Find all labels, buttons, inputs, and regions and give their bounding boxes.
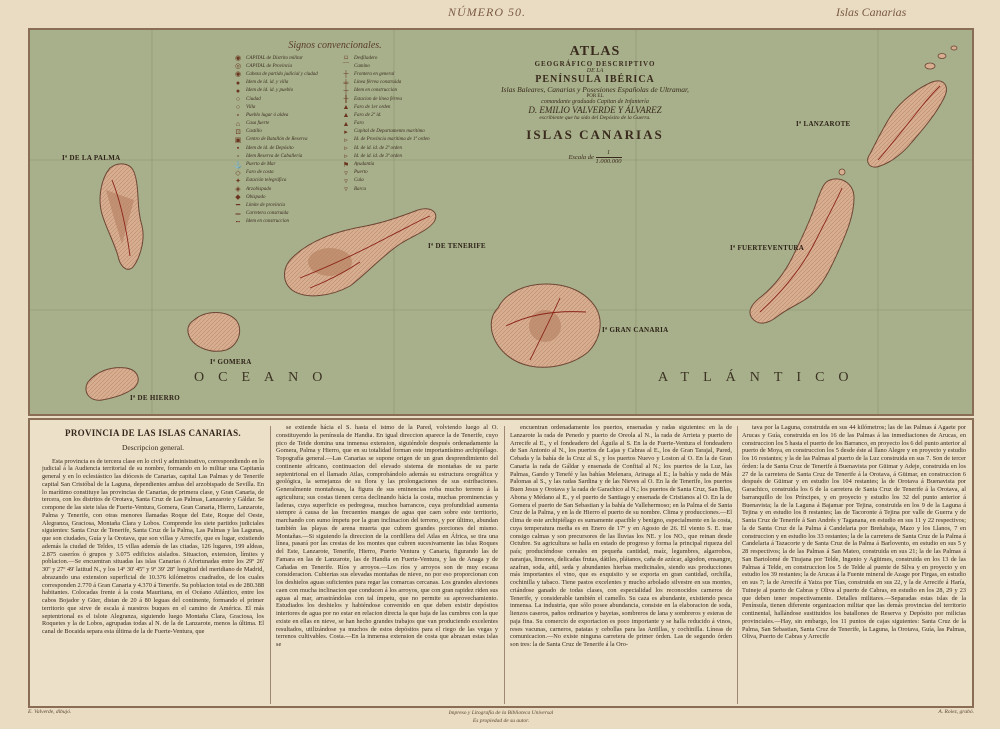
section-subtitle: Descripcion general. [121,442,185,452]
scale-fraction [596,149,622,166]
legend-row: ○ Ciudad [235,95,261,104]
legend-row: ▹ Id. de id. id. de 3ª orden [344,152,402,161]
section-title: PROVINCIA DE LAS ISLAS CANARIAS. [65,428,241,438]
footer-printer [28,709,974,725]
scale-numerator: 1 [606,149,611,156]
legend-row: ▸ Capital de Departamento marítimo [344,127,425,136]
islet-lobos [839,169,845,175]
legend-row: ▲ Faro [342,119,364,128]
column-divider [270,426,271,704]
description-panel [28,418,974,708]
legend-row: ◎ CAPITAL de Provincia [234,62,293,71]
legend-row: ● Idem de id. id. y pueblo [235,86,294,95]
island-gomera [188,313,240,352]
atlas-de-la: DE LA [586,68,604,74]
atlas-subtitle: GEOGRÁFICO DESCRIPTIVO [534,60,656,68]
label-la-palma: Iª DE LA PALMA [62,154,121,162]
footer [28,709,974,727]
legend-row: ▣ Centro de Batallón de Reserva [234,135,308,144]
legend-row: ▿ Cala [344,176,364,185]
legend-row: ▿ Barca [344,185,367,194]
legend-row: ╪ Línea férrea construida [343,78,402,87]
legend-row: ◉ CAPITAL de Distrito militar [234,54,303,63]
legend-row: ▫ Idem Reserva de Caballería [236,152,303,161]
legend-col-left [230,54,330,226]
paragraph-col1: Esta provincia es de tercera clase en lo civil y administrativo, correspondiendo en lo judicial á la Audiencia territorial de su nombre, formando en lo militar una Capitanía general y en lo eclesiástico las diócesis de Canarias, capital Las Palmas y de Tenerife capital San Cristóbal de la Laguna, dependientes ambas del arzobispado de Sevilla. En lo marítimo constituye las provincias de Canarias, de primera clase, y Gran Canaria, de tercera, con los distritos de Orotava, Santa Cruz de Las Palmas, Lanzarote y Gáldar. Se compone de las siete islas de Fuerte-Ventura, Gomera, Gran Canaria, Hierro, Lanzarote, Palma y Tenerife, con otras menores llamadas Roque del Este, Roque del Oeste, Alegranza, Graciosa, Montaña Clara y Lobos. Comprende los siete partidos judiciales siguientes: Santa Cruz de Tenerife, Santa Cruz de la Palma, Las Palmas y las Lagunas, que son ciudades, Guía y la Orotava, que son villas y Arrecife, que es lugar, existiendo además la ciudad de Teldes, 15 villas además de las citadas, 126 lugares, 199 aldeas, 2.875 caseríos ó grupos y 3.075 edificios aislados. Situacion, extension, límites y poblacion.—Se encuentran situadas las islas Canarias ó Afortunadas entre los 29º 26' 30'' y 27º 49' latitud N., y los 14º 30' 45'' y 9º 39' 28'' longitud del meridiano de Madrid, abrazando una extension superficial de 10.376 kilómetros cuadrados, de los cuales corresponden 2.770 á Gran Canaria y 4.370 á Tenerife. Su poblacion total es de 280.388 habitantes. Colocadas frente á la costa Mauritana, en el Océano Atlántico, entre los cabos Bojador y Güer, distan de 20 á 80 leguas del continente, formando el primer territorio que sirve de escala á nuestros buques en el camino de América. El más septentrional es el islote Alegranza, siguiendo luego Montaña Clara, Graciosa, los Roquetes y la de Lobos, agrupadas todas al N. de la de Lanzarote, menos la última. El canal de Bocaida separa esta última de la de Fuerte-Ventura, que [42,457,264,635]
label-tenerife: Iª DE TENERIFE [428,242,486,250]
legend-row: ▿ Puerto [344,168,368,177]
legend-row: ⚑ Ayudantía [342,160,375,169]
legend-row: ○ Villa [235,103,256,112]
page-header [0,2,1000,24]
legend-row: ◈ Arzobispado [235,185,272,194]
legend-row: ◇ Faro de costa [235,168,274,177]
plate-number: NÚMERO 50. [448,5,526,19]
atlas-title: ATLAS [569,44,621,59]
island-lanzarote [868,81,947,167]
legend [230,40,440,226]
legend-row: ✦ Estación telegráfica [235,176,287,185]
map-title: ISLAS CANARIAS [526,127,664,142]
legend-row: ┼ Idem en construccion [343,86,398,95]
legend-row: ⌂ Casa fuerte [235,119,270,128]
legend-row: ╫ Estacion de línea férrea [343,95,402,104]
legend-row: ⌒ Camino [342,62,370,71]
scale [480,149,710,166]
text-column-1 [42,424,264,704]
footer-printer-line2: Es propiedad de su autor. [472,718,530,724]
map-panel[interactable] [28,28,974,416]
map-title-block [480,44,710,166]
legend-row: ┅ Idem en construccion [235,217,290,226]
legend-row: ┼ Frontera en general [343,70,395,79]
legend-row: ═ Carretera construida [235,209,289,218]
island-la-palma [100,164,143,269]
legend-row: ▲ Faro de 1er orden [342,103,391,112]
author-rank: comandante graduado Capitan de Infantería [541,99,649,105]
column-divider [504,426,505,704]
legend-row: ▹ Id. de id. id. de 2ª orden [344,144,402,153]
atlas-por-el: POR EL [586,94,604,99]
column-divider [737,426,738,704]
ocean-label-left: OCEANO [194,370,337,385]
footer-printer-line1: Impreso y Litografía de la Biblioteca Universal [448,710,554,716]
legend-row: ⊡ Castillo [235,127,262,136]
legend-row: ∘ Pueblo lugar ó aldea [236,111,289,120]
paragraph-col3: encuentran ordenadamente los puertos, ensenadas y radas siguientes: en la de Lanzarote la rada de Penedo y puerto de Oreola al N., la rada de Arrieta y puerto de Arrecife al E., y el fondeadero del Águila al S. En la de Fuerte-Ventura el fondeadero de San Antonio al N., los puertos de Lajas y Cabras al E., los de Gran Tarajal, Pared, Cebada y la bahía de la Cruz al S., y los puertos Nuevo y Loston al O. En la de Gran Canaria la rada de Gáldar y ensenada de Confital al N.; los puertos de la Luz, las Palmas, Gando y Tenefé y las bahías Melenara, Arinaga al E.; la bahía y rada de Más Palomas al S., y las radas Sardina y de las Nieves al O. En la de Tenerife, los puertos Buen Jesus y Orotava y la rada de Garachico al N.; los puertos de Santa Cruz, San Blas, Abona y Médano al E., y el puerto de Santiago y ensenada de Cristianos al O. En la de Gomera el puerto de San Sebastian y la bahía de Vallehermoso; en la Palma el de Santa Cruz de la Palma, y en la de Hierro el puerto de su nombre. Clima y producciones.—El clima de este archipiélago es sumamente apacible y benigno, especialmente en la costa, cuya temperatura media es en Enero de 17º y en Agosto de 26. El viento S. E. trae consigo calmas y son precursores de las lluvias los NE. y los NO., que reinan desde Octubre. Su agricultura se halla en estado de progreso y forma la principal riqueza del país; produciéndose cereales en pequeña cantidad, maíz, legumbres, algarrobos, naranjas, limones, delicadas frutas, dátiles, plátanos, caña de azúcar, algodon, ensangre, azafran, soda, añil, seda y abundantes hierbas medicinales, siendo sus producciones más importantes el vino, que es exquisito y se exporta en gran cantidad, orchilla, cochinilla y tabaco. Tiene pastos excelentes y mucho arbolado silvestre en sus montes, criándose ganado de todas clases, con especialidad los reconocidos carneros de Tenerife, y considerable también el camello. Su caza es abundante, existiendo pesca inmensa. La industria, que sólo posee abundancia, consiste en la elaboracion de soda, lienzos caseros, paños ordinarios y bayetas, sombreros de lana y sombreros y esteras de paja fina. Su comercio de exportacion es poco importante y se halla reducido á vinos, reses vacunas, carneros, patatas y cebollas para las Antillas, y cochinilla. Líneas de comunicacion.—No existe ninguna carretera de primer órden. Las de segundo órden son tres: la de Santa Cruz de Tenerife á la Oro- [510,424,732,648]
legend-title: Signos convencionales. [288,40,382,51]
label-hierro: Iª DE HIERRO [130,394,181,402]
legend-row: ⚓ Puerto de Mar [233,160,276,169]
legend-row: ━ Límite de provincia [235,201,285,210]
legend-col-right [338,54,438,226]
label-fuerteventura: Iª FUERTEVENTURA [730,244,805,252]
scale-label: Escala de [568,153,594,161]
ocean-label-right: ATLÁNTICO [658,370,863,385]
label-gran-canaria: Iª GRAN CANARIA [602,326,669,334]
legend-row: ▹ Id. de Provincia marítima de 1ª orden [344,135,430,144]
islets-north [925,46,957,69]
footer-drafter: E. Valverde, dibujó. [28,709,72,715]
atlas-islands-line: Islas Baleares, Canarias y Posesiones Españolas de Ultramar, [501,85,689,94]
legend-row: ● Idem de id. id. y villa [235,78,289,87]
label-gomera: Iª GOMERA [210,358,252,366]
text-column-3 [510,424,732,704]
footer-engraver: A. Roiez, grabó. [938,709,974,715]
author-name: D. EMILIO VALVERDE Y ÁLVAREZ [528,105,662,115]
paragraph-col4: tava por la Laguna, construida en sus 44 kilómetros; las de las Palmas á Agaete por Arucas y Guía, construida en los 16 de las Palmas á las inmediaciones de Arucas, en construccion los 5 hasta el puerto de los Barranco, en proyecto los 6 del punto anterior al puerto de Moya, en construccion los 5 desde éste al llano Alegre y en proyecto y estudio los 16 restantes; y la de las Palmas al puerto de la Luz construida en sus 7. Son de tercer órden: la de Santa Cruz de Tenerife á Buenavista por Güimar y Adeje, construida en los 27 de la carretera de Santa Cruz de Tenerife á la Orotava, á Güimar, en construccion 6 después de Güimar y en estudio los 104 restantes; la de Orotava á Buenavista por Garachico, construida los 6 de la carretera de Santa Cruz de Tenerife á la Orotava, al barranquillo de los Príncipes, y en proyecto y estudio los 32 del punto anterior á Buenavista; la de la Laguna á Bajamar por Tejina, construida en los 9 de la Laguna á Tejina y en estudio los 8 restantes; las de Tacoronte á Tejina por valle de Guerra y de Santa Cruz de Tenerife á San Andrés y Taganana, en estudio en sus 11 y 22 respectivos; la de Santa Cruz de la Palma á Candelaria por Breñabaja, Mazo y los Llanos, 7 en construccion y en estudio los 33 restantes; la de la carretera de Santa Cruz de la Palma á Candelaria á Tazacorte y de Santa Cruz de la Palma á Barlovento, en estudio en sus 5 y 28 respectivos; la de las Palmas á San Mateo, construida en sus 21; la de las Palmas á San Bartolomé de Tirajana por Telde, Ingenio y Agüimes, construida en los 13 de las Palmas á Telde, en construccion los 5 de Telde al puente de Silva y en proyecto y en estudio los 39 restantes; la de Arucas á la Fuente mineral de Azage por Firgas, en estudio en sus 7; la de Arrecife á Yaiza por Tías, construida en sus 22, y la de Arrecife á Haría, Tuineje al puerto de Cabras y Oliva al puerto de Cabras, en estudio en los 28, 29 y 23 que deben tener respectivamente. Detalles militares.—Separadas estas islas de la Península, tienen diferente organizacion militar que las demás provincias del territorio continental, hallándose sustituidos los batallones de Reserva y Depósito por milicias provinciales.—Hay, sin embargo, los 11 puntos de cajas siguientes: Santa Cruz de la Palma, San Sebastian, Santa Cruz de Tenerife, la Laguna, la Orotava, Guía, las Palmas, Oliva, Puerto de Cabras y Arrecife [742,424,966,641]
author-note: escribiente que ha sido del Depósito de la Guerra. [539,115,651,121]
legend-row: ◆ Obispado [235,193,266,202]
atlas-peninsula: PENÍNSULA IBÉRICA [535,74,655,85]
label-lanzarote: Iª LANZAROTE [796,120,851,128]
legend-row: ▪ Idem de id. de Depósito [236,144,294,153]
legend-row: ▲ Faro de 2º id. [342,111,382,120]
text-column-2 [276,424,498,704]
scale-denominator: 1.000.000 [595,158,622,165]
paragraph-col2: se extiende hácia el S. hasta el istmo de la Pared, volviendo luego al O. constituyendo la península de Handia. En igual direccion aparece la de Tenerife, cuyo pico de Teide domina una inmensa extension, siguiéndole después ordenadamente la Gomera, Palma y Hierro, que en su totalidad forman este importantísimo archipiélago. Topografía general.—Las Canarias se supone origen de un gran desprendimiento del continente africano, continuacion del elevado sistema de montañas de su parte septentrional en el llamado Atlas, comprobándolo además su estructura orográfica y geológica, la semejanza de su flora y las prolongaciones de sus estribaciones. Generalmente montañosas, la figura de sus eminencias roba mucho terreno á la agricultura; sus costas tienen cerca declinando hácia la costa, muchas prominencias y laderas, cuya superficie es pedregosa, muchos barrancos, cuya profundidad aumenta siempre á causa de las frecuentes mangas de agua que caen sobre este territorio, marchando con sumo ímpetu por la gran inclinacion del terreno, y por último, abundan también las playas de arena muerta que cubren grandes porciones del mismo. Montañas.—Si siguiendo la direccion de la cordillera del Atlas en África, se tira una línea, pasará por las crestas de los montes que cubren sucesivamente las islas Roques del Este, Lanzarote, Tenerife, Hierro, Puerto Ventura y Canaria, figurando las de Famara en las de Lanzarote, las de Handia en Fuerte-Ventura, y las de Anaga y de Cañadas en Tenerife. Ríos y arroyos.—Los ríos y arroyos son de muy escasa consideracion. Cubiertas sus elevadas montañas de nieve, no por eso proporcionan con los deshielos aguas suficientes para regar las comarcas cercanas. Los grandes aluviones caen con mucha inclinacion que conducen á los arroyos, que con gran rapidez riden sus aguas al mar, arrastrándolas con tal ímpetu, que no permite su aprovechamiento. Estudiados los deshielos y habiéndose convenido en que deben existir depósitos interiores de agua por no estar en relacion directa la que baja de las cumbres con la que existe en ellas en nieve, se han hecho grandes trabajos que van produciendo excelentes resultados, utilizándose ya muchos de estos depósitos para el riego de las vegas y terrenos cultivables. Costa.—En la inmensa extension de costa que abrazan estas islas se [276,424,498,648]
plate-region: Islas Canarias [836,5,907,19]
legend-row: ⌑ Desfiladero [344,54,378,63]
legend-row: ◉ Cabeza de partido judicial y ciudad [234,70,318,79]
text-column-4 [742,424,966,704]
